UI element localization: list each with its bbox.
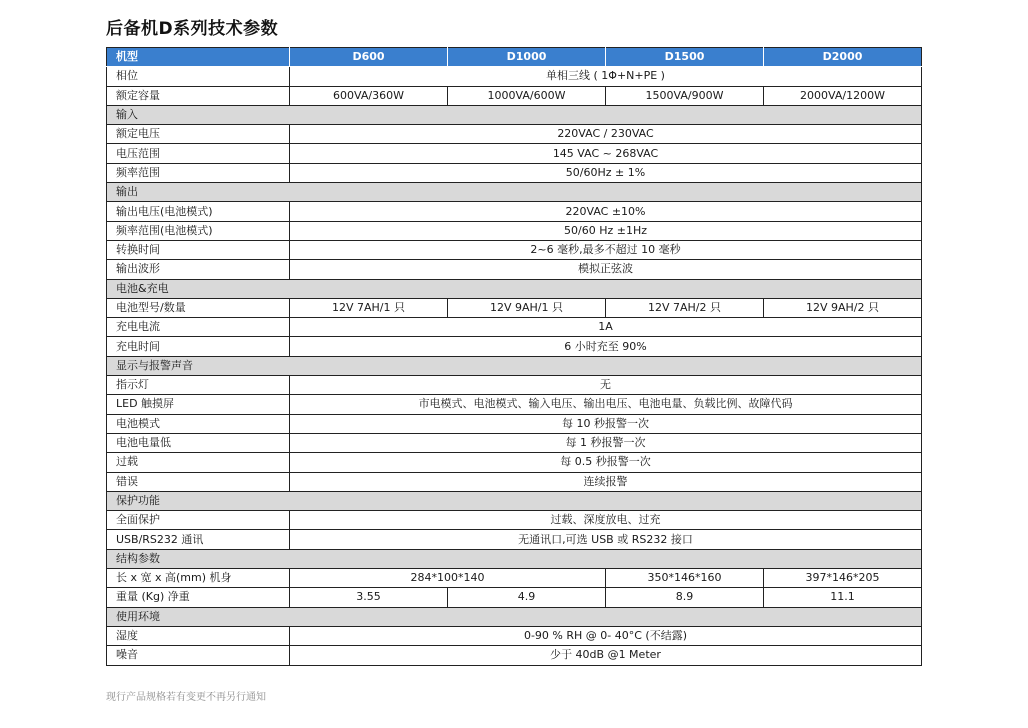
row-label: 输出电压(电池模式) bbox=[107, 202, 290, 221]
table-row bbox=[107, 569, 922, 588]
table-row bbox=[107, 414, 922, 433]
row-value: 220VAC ±10% bbox=[290, 202, 922, 221]
row-value: 2000VA/1200W bbox=[764, 86, 922, 105]
row-value: 模拟正弦波 bbox=[290, 260, 922, 279]
row-label: 额定电压 bbox=[107, 125, 290, 144]
table-row bbox=[107, 67, 922, 86]
header-d600: D600 bbox=[290, 48, 448, 67]
spec-table bbox=[106, 47, 922, 666]
row-value: 50/60 Hz ±1Hz bbox=[290, 221, 922, 240]
table-row bbox=[107, 221, 922, 240]
row-value: 350*146*160 bbox=[606, 569, 764, 588]
table-row bbox=[107, 511, 922, 530]
section-row-display bbox=[107, 356, 922, 375]
section-row-environment bbox=[107, 607, 922, 626]
table-row bbox=[107, 318, 922, 337]
row-value: 单相三线 ( 1Φ+N+PE ) bbox=[290, 67, 922, 86]
row-label: 全面保护 bbox=[107, 511, 290, 530]
table-row bbox=[107, 588, 922, 607]
row-value: 220VAC / 230VAC bbox=[290, 125, 922, 144]
row-label: 错误 bbox=[107, 472, 290, 491]
row-value: 12V 9AH/1 只 bbox=[448, 298, 606, 317]
table-row bbox=[107, 646, 922, 665]
row-label: 电池模式 bbox=[107, 414, 290, 433]
row-label: 噪音 bbox=[107, 646, 290, 665]
row-label: 长 x 宽 x 高(mm) 机身 bbox=[107, 569, 290, 588]
row-label: 频率范围(电池模式) bbox=[107, 221, 290, 240]
row-label: 输出波形 bbox=[107, 260, 290, 279]
table-row bbox=[107, 240, 922, 259]
row-label: 过载 bbox=[107, 453, 290, 472]
row-label: 充电时间 bbox=[107, 337, 290, 356]
row-value: 145 VAC ~ 268VAC bbox=[290, 144, 922, 163]
header-d2000: D2000 bbox=[764, 48, 922, 67]
table-row bbox=[107, 86, 922, 105]
row-value: 12V 7AH/2 只 bbox=[606, 298, 764, 317]
row-value: 过载、深度放电、过充 bbox=[290, 511, 922, 530]
row-value: 397*146*205 bbox=[764, 569, 922, 588]
section-row-protection bbox=[107, 491, 922, 510]
row-value: 50/60Hz ± 1% bbox=[290, 163, 922, 182]
row-value: 无 bbox=[290, 376, 922, 395]
row-value: 无通讯口,可选 USB 或 RS232 接口 bbox=[290, 530, 922, 549]
section-label: 输出 bbox=[107, 183, 922, 202]
row-value: 每 1 秒报警一次 bbox=[290, 433, 922, 452]
row-label: USB/RS232 通讯 bbox=[107, 530, 290, 549]
row-value: 1500VA/900W bbox=[606, 86, 764, 105]
section-label: 电池&充电 bbox=[107, 279, 922, 298]
row-value: 3.55 bbox=[290, 588, 448, 607]
row-label: 电池型号/数量 bbox=[107, 298, 290, 317]
section-label: 使用环境 bbox=[107, 607, 922, 626]
section-row-structure bbox=[107, 549, 922, 568]
table-row bbox=[107, 626, 922, 645]
header-model: 机型 bbox=[107, 48, 290, 67]
table-row bbox=[107, 395, 922, 414]
row-value: 4.9 bbox=[448, 588, 606, 607]
row-value: 少于 40dB @1 Meter bbox=[290, 646, 922, 665]
row-label: 相位 bbox=[107, 67, 290, 86]
footnote: 现行产品规格若有变更不再另行通知 bbox=[106, 692, 266, 703]
table-row bbox=[107, 433, 922, 452]
row-value: 每 10 秒报警一次 bbox=[290, 414, 922, 433]
section-row-battery bbox=[107, 279, 922, 298]
row-label: 转换时间 bbox=[107, 240, 290, 259]
row-label: 电压范围 bbox=[107, 144, 290, 163]
table-row bbox=[107, 163, 922, 182]
page-title: 后备机D系列技术参数 bbox=[106, 19, 279, 39]
section-row-input bbox=[107, 105, 922, 124]
header-d1500: D1500 bbox=[606, 48, 764, 67]
row-label: 充电电流 bbox=[107, 318, 290, 337]
section-label: 保护功能 bbox=[107, 491, 922, 510]
section-label: 显示与报警声音 bbox=[107, 356, 922, 375]
row-value: 11.1 bbox=[764, 588, 922, 607]
table-row bbox=[107, 202, 922, 221]
row-value: 284*100*140 bbox=[290, 569, 606, 588]
table-row bbox=[107, 144, 922, 163]
row-value: 2~6 毫秒,最多不超过 10 毫秒 bbox=[290, 240, 922, 259]
header-d1000: D1000 bbox=[448, 48, 606, 67]
table-row bbox=[107, 453, 922, 472]
row-label: 频率范围 bbox=[107, 163, 290, 182]
row-label: 额定容量 bbox=[107, 86, 290, 105]
table-row bbox=[107, 472, 922, 491]
row-value: 0-90 % RH @ 0- 40°C (不结露) bbox=[290, 626, 922, 645]
row-value: 12V 9AH/2 只 bbox=[764, 298, 922, 317]
table-row bbox=[107, 298, 922, 317]
table-header-row bbox=[107, 48, 922, 67]
table-row bbox=[107, 260, 922, 279]
section-label: 输入 bbox=[107, 105, 922, 124]
row-value: 8.9 bbox=[606, 588, 764, 607]
row-value: 市电模式、电池模式、输入电压、输出电压、电池电量、负载比例、故障代码 bbox=[290, 395, 922, 414]
row-label: 重量 (Kg) 净重 bbox=[107, 588, 290, 607]
row-label: 电池电量低 bbox=[107, 433, 290, 452]
row-label: 指示灯 bbox=[107, 376, 290, 395]
row-value: 连续报警 bbox=[290, 472, 922, 491]
table-row bbox=[107, 337, 922, 356]
row-label: LED 触摸屏 bbox=[107, 395, 290, 414]
section-row-output bbox=[107, 183, 922, 202]
row-value: 600VA/360W bbox=[290, 86, 448, 105]
row-label: 湿度 bbox=[107, 626, 290, 645]
row-value: 1A bbox=[290, 318, 922, 337]
row-value: 6 小时充至 90% bbox=[290, 337, 922, 356]
row-value: 1000VA/600W bbox=[448, 86, 606, 105]
table-row bbox=[107, 530, 922, 549]
table-row bbox=[107, 376, 922, 395]
section-label: 结构参数 bbox=[107, 549, 922, 568]
row-value: 12V 7AH/1 只 bbox=[290, 298, 448, 317]
row-value: 每 0.5 秒报警一次 bbox=[290, 453, 922, 472]
table-row bbox=[107, 125, 922, 144]
